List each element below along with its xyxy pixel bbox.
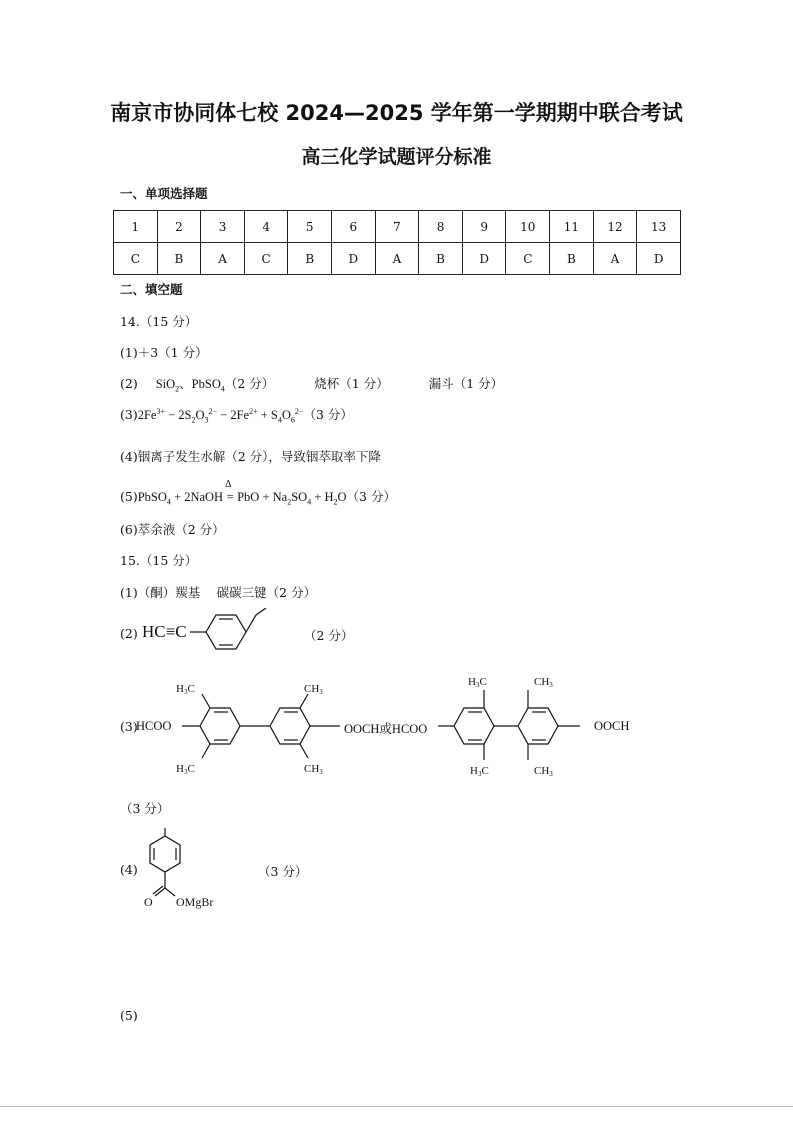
answer-cell: A <box>201 243 245 275</box>
question-number-cell: 9 <box>462 211 506 243</box>
methyl-label-1-h: H <box>176 683 184 695</box>
methyl-label-2-sub: 3 <box>183 768 188 776</box>
methyl-label-3: CH <box>304 683 320 695</box>
question-number-cell: 4 <box>244 211 288 243</box>
methyl-label-7-sub: 3 <box>549 681 553 689</box>
q14-part3-label: (3) <box>120 407 138 422</box>
svg-text:H3C <box>176 763 195 776</box>
q14-part2-label: (2) <box>120 376 138 391</box>
biphenyl-diester-structures <box>170 672 600 782</box>
sio2-formula <box>155 377 180 394</box>
section2-heading: 二、填空题 <box>120 282 183 297</box>
omgbr-label: OMgBr <box>176 895 214 909</box>
methyl-label-5-h: H <box>468 676 476 688</box>
section1-heading: 一、单项选择题 <box>120 186 208 201</box>
grignard-carboxylate-structure <box>140 828 240 914</box>
answer-cell: C <box>506 243 550 275</box>
q14-part3-score: （3 分） <box>303 407 353 422</box>
q15-part4-score: （3 分） <box>258 864 308 879</box>
answer-table <box>113 210 681 275</box>
q14-part2-beaker: 烧杯（1 分） <box>314 376 389 391</box>
answer-cell: B <box>419 243 463 275</box>
q14-part4: (4)铟离子发生水解（2 分），导致铟萃取率下降 <box>120 449 381 464</box>
q15-part2-label: (2) <box>120 626 138 641</box>
q14-part2-score: （2 分） <box>224 376 275 391</box>
q14-part2 <box>120 374 503 394</box>
answer-cell: D <box>332 243 376 275</box>
sio2-sub: 2 <box>175 384 180 394</box>
carbonyl-o-label: O <box>144 895 153 909</box>
question-number-cell: 12 <box>593 211 637 243</box>
answer-cell: C <box>244 243 288 275</box>
q14-part5-score: （3 分） <box>346 489 396 504</box>
methyl-label-4-sub: 3 <box>319 768 323 776</box>
answer-table-answer-row <box>114 243 681 275</box>
question-number-cell: 13 <box>637 211 681 243</box>
q15-part4-label: (4) <box>120 862 138 877</box>
methyl-label-4: CH <box>304 763 320 775</box>
answer-cell: B <box>157 243 201 275</box>
svg-text:CH3 <box>534 765 553 778</box>
page-title: 南京市协同体七校 2024—2025 学年第一学期期中联合考试 <box>110 101 683 125</box>
svg-text:H3C <box>468 676 487 689</box>
methyl-label-7: CH <box>534 676 550 688</box>
answer-cell: D <box>637 243 681 275</box>
q15-part3-score: （3 分） <box>120 801 170 816</box>
methyl-label-2-c: C <box>187 763 195 775</box>
svg-text:CH3 <box>304 683 323 696</box>
q15-part2-prefix: HC≡C <box>142 622 187 641</box>
question-number-cell: 11 <box>550 211 594 243</box>
pbso4-naoh-equation-image: PbSO$_4$ + 2NaOH Δ = PbO + $Na_2SO_4 + H_2O$ <box>137 479 347 507</box>
q14-part3 <box>120 405 353 425</box>
q14-header: 14.（15 分） <box>120 314 198 329</box>
svg-text:CH3 <box>534 676 553 689</box>
methyl-label-1-c: C <box>187 683 195 695</box>
sio2-text: SiO <box>155 377 176 391</box>
q15-part1: (1)（酮）羰基 碳碳三键（2 分） <box>120 585 317 600</box>
q15-part3-label: (3) <box>120 719 138 734</box>
answer-cell: B <box>288 243 332 275</box>
q15-part3-middle: OOCH或HCOO <box>344 722 428 736</box>
methyl-label-2-h: H <box>176 763 184 775</box>
methyl-label-1-sub: 3 <box>183 688 188 696</box>
methyl-label-3-sub: 3 <box>319 688 323 696</box>
q15-part2-score: （2 分） <box>304 628 354 643</box>
pbso4-formula <box>191 377 225 394</box>
page-bottom-rule <box>0 1106 793 1107</box>
svg-text:CH3 <box>304 763 323 776</box>
q14-part2-funnel: 漏斗（1 分） <box>428 376 504 391</box>
question-number-cell: 10 <box>506 211 550 243</box>
question-number-cell: 3 <box>201 211 245 243</box>
pbso4-sub: 4 <box>220 384 225 394</box>
q15-part3-left-group: HCOO <box>136 719 172 733</box>
q14-part6: (6)萃余液（2 分） <box>120 522 225 537</box>
page-subtitle: 高三化学试题评分标准 <box>301 146 492 168</box>
methyl-label-6-c: C <box>481 765 489 777</box>
question-number-cell: 5 <box>288 211 332 243</box>
q14-part5 <box>120 479 396 507</box>
answer-cell: A <box>375 243 419 275</box>
methyl-label-6-h: H <box>470 765 478 777</box>
svg-text:H3C <box>470 765 489 778</box>
q15-part5-label: (5) <box>120 1008 138 1023</box>
answer-table-number-row <box>114 211 681 243</box>
answer-cell: C <box>114 243 158 275</box>
q15-header: 15.（15 分） <box>120 553 198 568</box>
answer-cell: D <box>462 243 506 275</box>
question-number-cell: 6 <box>332 211 376 243</box>
svg-text:H3C <box>176 683 195 696</box>
q14-part5-label: (5) <box>120 489 138 504</box>
q14-part1: (1)＋3（1 分） <box>120 345 208 360</box>
methyl-label-8: CH <box>534 765 550 777</box>
methyl-label-5-sub: 3 <box>475 681 480 689</box>
question-number-cell: 1 <box>114 211 158 243</box>
answer-cell: A <box>593 243 637 275</box>
methyl-label-6-sub: 3 <box>477 770 482 778</box>
methyl-label-5-c: C <box>479 676 487 688</box>
question-number-cell: 8 <box>419 211 463 243</box>
pbso4-text: PbSO <box>191 377 221 391</box>
redox-equation-image: $2Fe^{3+} - 2S_2O_3^{2-} - 2Fe^{2+} + S_4O_6^{2-}$ <box>137 406 304 425</box>
methyl-label-8-sub: 3 <box>549 770 553 778</box>
q14-part2-sep: 、 <box>179 376 192 391</box>
q15-part3-right-group: OOCH <box>594 719 630 733</box>
question-number-cell: 7 <box>375 211 419 243</box>
ethylbenzene-structure <box>190 608 300 656</box>
question-number-cell: 2 <box>157 211 201 243</box>
answer-cell: B <box>550 243 594 275</box>
